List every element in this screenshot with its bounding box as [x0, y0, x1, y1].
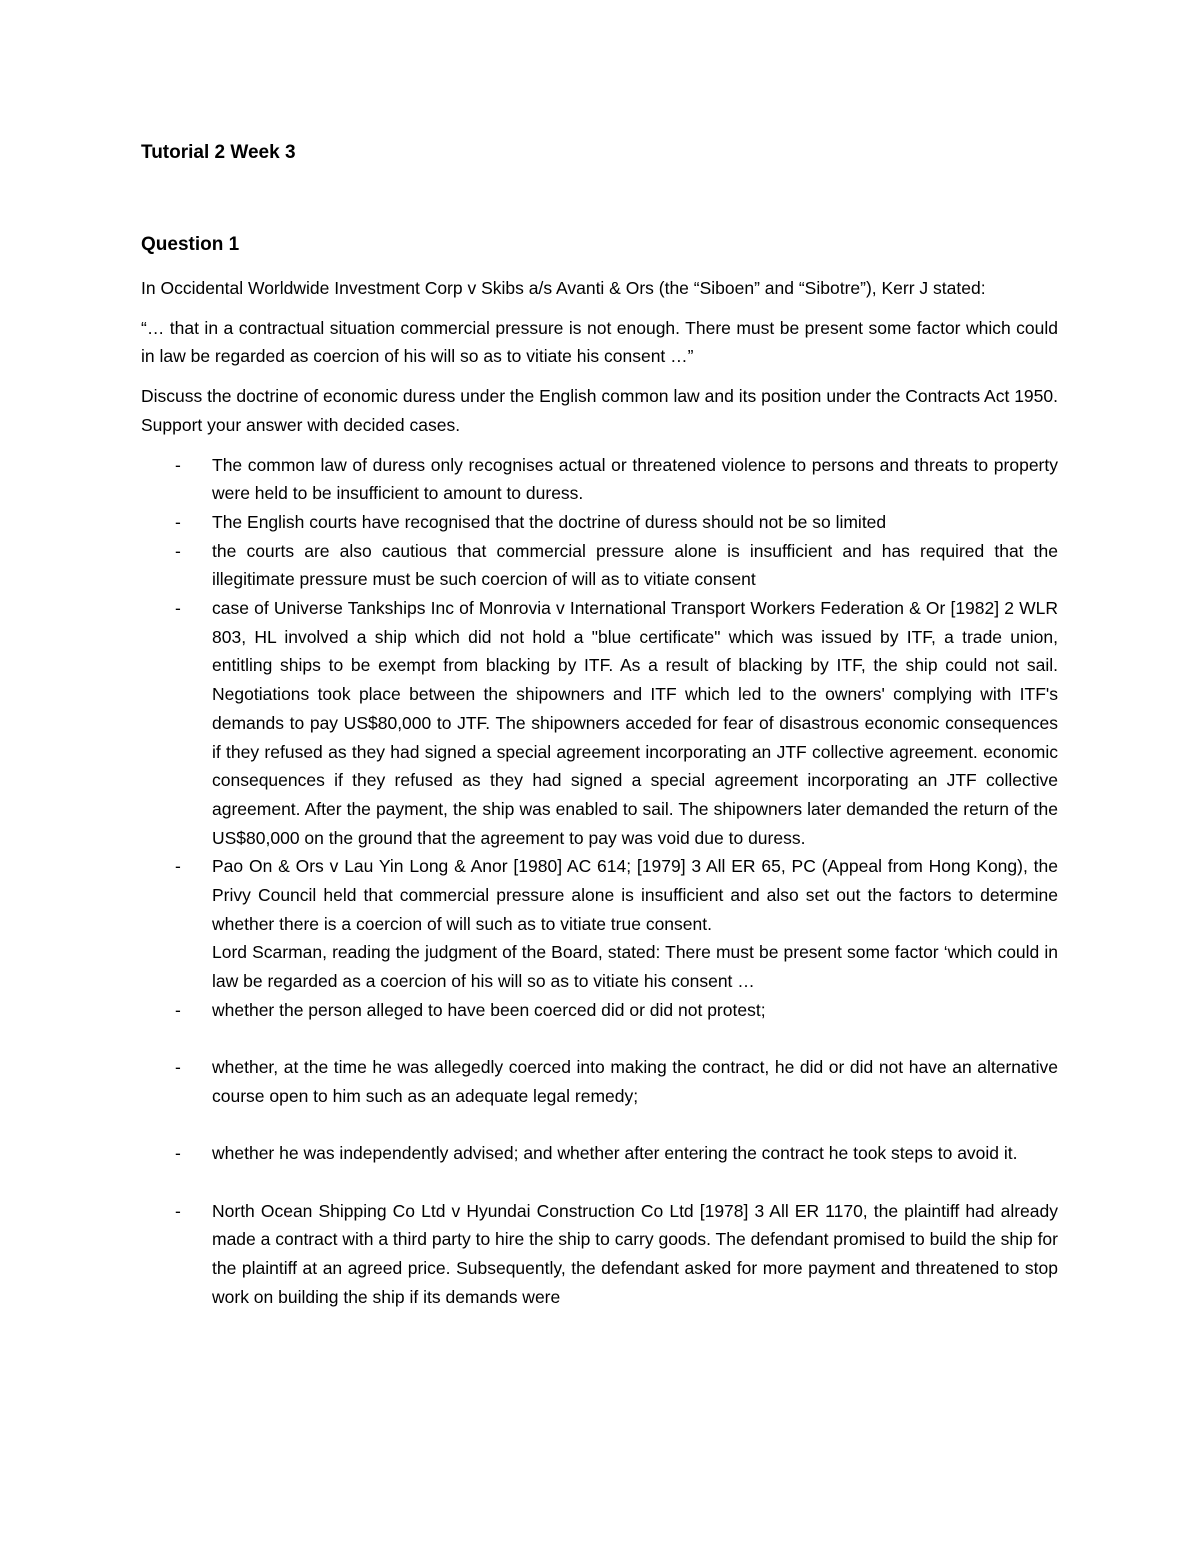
- bullet-dash: -: [175, 454, 181, 475]
- bullet-dash: -: [175, 598, 181, 619]
- list-item: [141, 852, 1058, 996]
- list-item: [141, 1053, 1058, 1110]
- task-paragraph: Discuss the doctrine of economic duress under the English common law and its position under the Contracts Act 1950. Support your answer with decided cases.: [141, 386, 1058, 435]
- list-item: [141, 537, 1058, 594]
- intro-paragraph: In Occidental Worldwide Investment Corp v Skibs a/s Avanti & Ors (the “Siboen” and “Sibotre”), Kerr J stated:: [141, 278, 986, 298]
- list-item-text: whether the person alleged to have been coerced did or did not protest;: [212, 999, 766, 1020]
- list-item-text: Pao On & Ors v Lau Yin Long & Anor [1980] AC 614; [1979] 3 All ER 65, PC (Appeal from Hong Kong), the Privy Council held that commercial pressure alone is insufficient and also set out the factors to determine whether there is a coercion of will such as to vitiate true consent.: [212, 856, 1058, 934]
- list-item: [141, 451, 1058, 508]
- bullet-dash: -: [175, 1200, 181, 1221]
- list-item: [141, 594, 1058, 852]
- list-item: [141, 1139, 1058, 1168]
- lord-scarman-paragraph: Lord Scarman, reading the judgment of the Board, stated: There must be present some factor ‘which could in law be regarded as a coercion of his will so as to vitiate his consent …: [212, 942, 1058, 992]
- list-item-text: case of Universe Tankships Inc of Monrovia v International Transport Workers Federation & Or [1982] 2 WLR 803, HL involved a ship which did not hold a "blue certificate" which was issued by ITF, a trade union, entitling ships to be exempt from blacking by ITF. As a result of blacking by ITF, the ship could not sail. Negotiations took place between the shipowners and ITF which led to the owners' complying with ITF's demands to pay US$80,000 to JTF. The shipowners acceded for fear of disastrous economic consequences if they refused as they had signed a special agreement incorporating an JTF collective agreement. economic consequences if they refused as they had signed a special agreement incorporating an JTF collective agreement. After the payment, the ship was enabled to sail. The shipowners later demanded the return of the US$80,000 on the ground that the agreement to pay was void due to duress.: [212, 598, 1058, 848]
- bullet-dash: -: [175, 999, 181, 1020]
- list-item: [141, 1197, 1058, 1312]
- list-item-text: North Ocean Shipping Co Ltd v Hyundai Construction Co Ltd [1978] 3 All ER 1170, the plaintiff had already made a contract with a third party to hire the ship to carry goods. The defendant promised to build the ship for the plaintiff at an agreed price. Subsequently, the defendant asked for more payment and threatened to stop work on building the ship if its demands were: [212, 1200, 1058, 1307]
- bullet-dash: -: [175, 1057, 181, 1078]
- list-item: [141, 508, 1058, 537]
- bullet-dash: -: [175, 540, 181, 561]
- list-item: [141, 996, 1058, 1025]
- list-item-text: whether he was independently advised; and whether after entering the contract he took steps to avoid it.: [212, 1143, 1018, 1164]
- list-item-text: whether, at the time he was allegedly coerced into making the contract, he did or did not have an alternative course open to him such as an adequate legal remedy;: [212, 1057, 1058, 1106]
- quote-paragraph: “… that in a contractual situation commercial pressure is not enough. There must be present some factor which could in law be regarded as coercion of his will so as to vitiate his consent …”: [141, 317, 1058, 367]
- bullet-dash: -: [175, 1143, 181, 1164]
- document-title: Tutorial 2 Week 3: [141, 142, 296, 163]
- bullet-list: [141, 451, 1058, 1312]
- bullet-dash: -: [175, 856, 181, 877]
- question-heading: Question 1: [141, 234, 240, 255]
- list-item-text: The common law of duress only recognises actual or threatened violence to persons and threats to property were held to be insufficient to amount to duress.: [212, 454, 1058, 504]
- bullet-dash: -: [175, 511, 181, 532]
- list-item-text: the courts are also cautious that commercial pressure alone is insufficient and has required that the illegitimate pressure must be such coercion of will as to vitiate consent: [212, 540, 1058, 590]
- list-item-text: The English courts have recognised that the doctrine of duress should not be so limited: [212, 511, 887, 532]
- document-page: [141, 140, 1058, 1312]
